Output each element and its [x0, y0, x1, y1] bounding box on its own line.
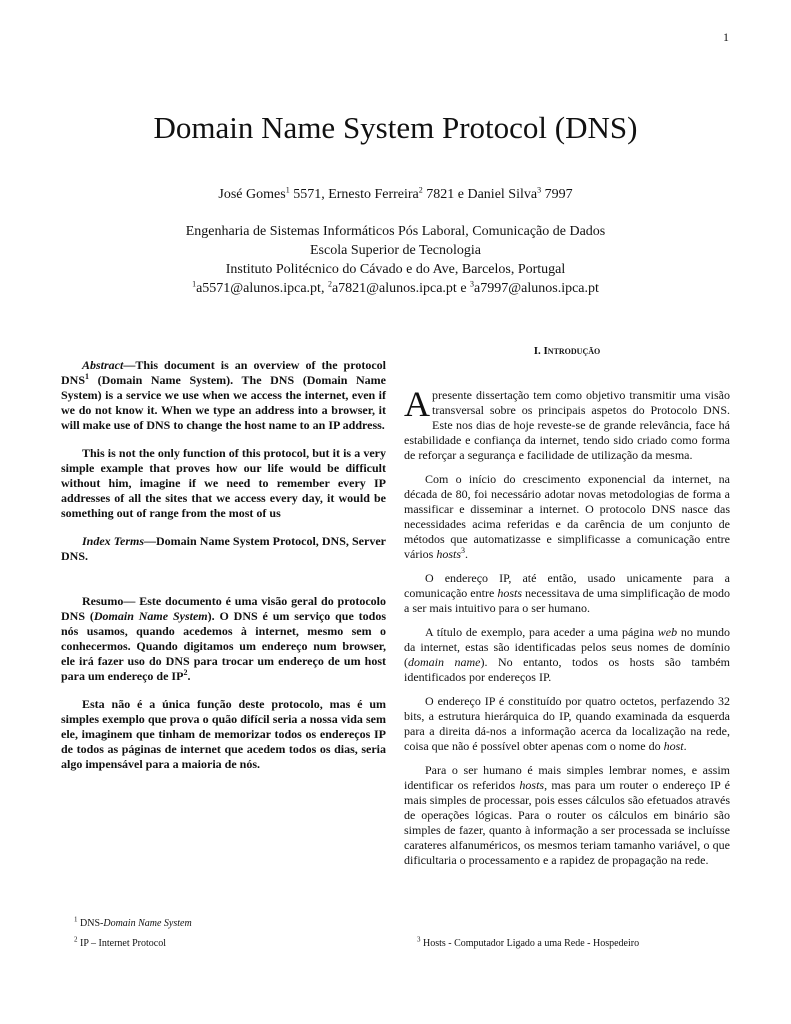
affiliation-line-3: Instituto Politécnico do Cávado e do Ave, Barcelos, Portugal — [225, 262, 566, 277]
author-1-marker: 1 — [285, 185, 290, 195]
intro-paragraph-2 — [404, 472, 730, 562]
footnote-3 — [417, 935, 640, 949]
index-terms-text: —Domain Name System Protocol, DNS, Server DNS. — [61, 534, 386, 563]
footnote-2-marker: 2 — [74, 935, 78, 944]
intro-p3-text-a: O endereço IP, até então, usado unicamente para a comunicação entre — [404, 571, 730, 600]
footnote-1 — [74, 915, 192, 929]
abstract-paragraph — [61, 358, 386, 433]
intro-p2-hosts: hosts — [436, 547, 462, 561]
intro-p6-text-b: , mas para um router o endereço IP é mais simples de processar, pois esses cálculos são efetuados através de operações lógicas. Para o router os cálculos em binário são simples de fazer, quanto à informação a ser processada se incluísse carateres alfanuméricos, os mesmos teriam tamanho variável, o que dificultaria o processamento e a rapidez de propagação na rede. — [404, 778, 730, 867]
index-terms-label: Index Terms — [82, 534, 145, 548]
right-column — [404, 384, 730, 877]
intro-p6-hosts: hosts — [519, 778, 545, 792]
author-2-marker: 2 — [418, 185, 423, 195]
abstract-text-a: This document is an overview of the protocol DNS — [61, 358, 386, 387]
intro-p4-text-a: A título de exemplo, para aceder a uma página — [425, 625, 658, 639]
intro-p2-end: . — [465, 547, 469, 561]
resumo-end: . — [187, 669, 191, 683]
intro-p5-text: O endereço IP é constituído por quatro octetos, perfazendo 32 bits, a estrutura hierárquica do IP, quando examinada da esquerda para a direita dá-nos a informação acerca da localização na rede, coisa que não é possível obter apenas com o nome do — [404, 694, 730, 753]
email-2-marker: 2 — [327, 279, 332, 289]
intro-p3-hosts: hosts — [497, 586, 522, 600]
author-3-id: 7997 — [541, 187, 573, 202]
author-line — [0, 187, 791, 203]
intro-paragraph-1 — [404, 384, 730, 463]
email-line — [0, 281, 791, 297]
intro-p4-text-c: ). No entanto, todos os hosts são também identificados por endereços IP. — [404, 655, 730, 684]
intro-p3-text-b: necessitava de uma simplificação de modo a ser mais intuitivo para o ser humano. — [404, 586, 730, 615]
footnote-2-text: IP – Internet Protocol — [77, 938, 167, 949]
intro-paragraph-4 — [404, 625, 730, 685]
abstract-paragraph-2: This is not the only function of this protocol, but it is a very simple example that proves how our life would be difficult without him, imagine if we need to remember every IP addresses of all the sites that we access every day, it would be something out of range from the most of us — [61, 446, 386, 520]
section-title: Introdução — [543, 345, 601, 357]
footnote-3-text: Hosts - Computador Ligado a uma Rede - Hospedeiro — [420, 938, 640, 949]
abstract-footnote-marker: 1 — [85, 372, 90, 381]
intro-p4-web: web — [657, 625, 678, 639]
intro-p6-text-a: Para o ser humano é mais simples lembrar nomes, e assim identificar os referidos — [404, 763, 730, 792]
index-terms — [61, 534, 386, 564]
resumo-text-b: ). O DNS é um serviço que todos nós usamos, quando acedemos à internet, mesmo sem o conhecermos. Quando digitamos um endereço num browser, ele irá fazer uso do DNS para trocar um endereço de um host para um endereço de IP — [61, 609, 386, 683]
abstract-dash: — — [123, 358, 136, 372]
footnote-1-marker: 1 — [74, 915, 78, 924]
intro-paragraph-3 — [404, 571, 730, 616]
email-3[interactable]: a7997@alunos.ipca.pt — [474, 281, 599, 296]
intro-p2-footnote-marker: 3 — [461, 546, 466, 555]
email-3-marker: 3 — [470, 279, 475, 289]
paper-title: Domain Name System Protocol (DNS) — [153, 110, 638, 145]
left-column — [61, 358, 386, 785]
resumo-label: Resumo— Este documento é uma visão geral do protocolo DNS ( — [61, 594, 386, 623]
intro-paragraph-6 — [404, 763, 730, 868]
affiliation-line-1: Engenharia de Sistemas Informáticos Pós Laboral, Comunicação de Dados — [185, 224, 606, 239]
email-2[interactable]: a7821@alunos.ipca.pt e — [331, 281, 471, 296]
footnote-1-text: DNS- — [77, 918, 104, 929]
footnote-1-italic: Domain Name System — [103, 918, 192, 929]
intro-p4-text-b: no mundo da internet, estas são identificadas pelos seus nomes de domínio ( — [404, 625, 730, 669]
abstract-text-b: (Domain Name System). The DNS (Domain Name System) is a service we use when we access the internet, even if we do not know it. When we type an address into a browser, it will make use of DNS to change the host name to an IP address. — [61, 373, 386, 432]
intro-p2-text: Com o início do crescimento exponencial da internet, na década de 80, foi necessário adotar novas metodologias de forma a massificar e disseminar a internet. O protocolo DNS nasce das necessidades acima referidas e da carência de um conjunto de métodos que automatizasse e simplificasse a comunicação entre vários — [404, 472, 730, 561]
author-3-name: Daniel Silva — [467, 187, 538, 202]
resumo-italic: Domain Name System — [93, 609, 208, 623]
section-number: I. — [533, 345, 541, 357]
author-2-name: Ernesto Ferreira — [328, 187, 419, 202]
email-1-marker: 1 — [192, 279, 197, 289]
resumo-paragraph — [61, 594, 386, 684]
footnote-2 — [74, 935, 167, 949]
section-heading — [404, 345, 730, 357]
footnote-3-marker: 3 — [417, 935, 421, 944]
intro-p5-host: host — [663, 739, 684, 753]
drop-cap: A — [404, 384, 430, 424]
email-1[interactable]: a5571@alunos.ipca.pt, — [196, 281, 328, 296]
intro-p1-text: presente dissertação tem como objetivo transmitir uma visão transversal sobre os principais aspetos do Protocolo DNS. Este nos dias de hoje reveste-se de grande relevância, face há estabilidade e confiança da internet, tendo sido criado como forma de reforçar a segurança e facilidade de utilização da mesma. — [404, 388, 730, 462]
intro-paragraph-5 — [404, 694, 730, 754]
author-3-marker: 3 — [537, 185, 542, 195]
abstract-label: Abstract — [82, 358, 124, 372]
intro-p4-domain-name: domain name — [408, 655, 481, 669]
page-number: 1 — [723, 30, 729, 44]
author-2-id: 7821 e — [422, 187, 468, 202]
affiliation-line-2: Escola Superior de Tecnologia — [310, 243, 481, 258]
intro-p5-end: . — [683, 739, 687, 753]
author-1-name: José Gomes — [218, 187, 286, 202]
author-1-id: 5571, — [289, 187, 329, 202]
resumo-paragraph-2: Esta não é a única função deste protocolo, mas é um simples exemplo que prova o quão difícil seria a nossa vida sem ele, imaginem que tinham de memorizar todos os endereços IP de todos as páginas de internet que acedem todos os dias, seria algo impensável para a maioria de nós. — [61, 697, 386, 771]
resumo-footnote-marker: 2 — [183, 668, 188, 677]
